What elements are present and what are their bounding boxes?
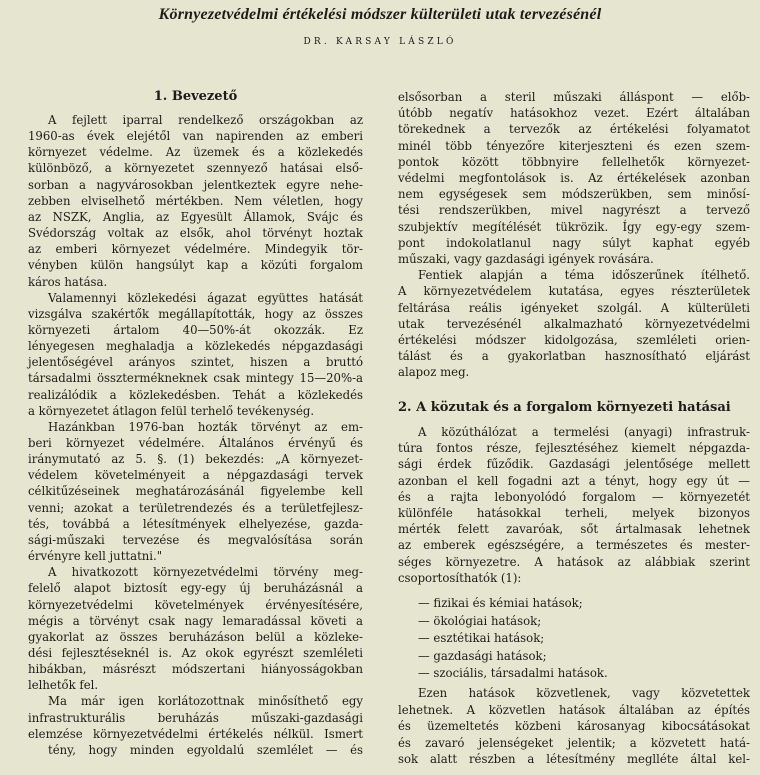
text-line: utak tervezésénél alkalmazható környezetvédelmi xyxy=(398,316,750,331)
text-line: az NSZK, Anglia, az Egyesült Államok, Svájc és xyxy=(28,209,363,224)
text-line: lehetnek. A közvetlen hatások általában az építés xyxy=(398,702,750,717)
list-item: — gazdasági hatások; xyxy=(418,648,547,663)
text-line: és a rajta lebonyolódó forgalom — környezetét xyxy=(398,489,750,504)
text-line: és üzemeltetés közbeni károsanyag kibocsátásokat xyxy=(398,719,750,733)
text-line: mégis a törvényt csak nagy lemaradással követi a xyxy=(28,613,363,628)
text-line: sok alatt részben a létesítmény meglléte által kel- xyxy=(398,752,750,766)
text-line: tés, továbbá a létesítmények elhelyezése, gazda- xyxy=(28,516,363,531)
text-line: tálást és a gyakorlatban hasznosítható eljárást xyxy=(398,349,750,364)
text-line: lelhetők fel. xyxy=(28,678,99,693)
text-line: Ezen hatások közvetlenek, vagy közvetettek xyxy=(418,686,750,700)
text-line: túra fontos része, fejlesztéséhez kiemelt népgazda- xyxy=(398,441,750,456)
list-item: — fizikai és kémiai hatások; xyxy=(418,596,583,610)
text-line: környezeti ártalom 40—50%-át okozzák. Ez xyxy=(28,322,363,337)
text-line: infrastrukturális beruházás műszaki-gazdasági xyxy=(28,710,363,725)
list-item: — szociális, társadalmi hatások. xyxy=(418,666,608,680)
text-line: alapoz meg. xyxy=(398,365,470,380)
text-line: Svédország voltak az elsők, ahol törvényt hoztak xyxy=(28,226,363,241)
text-line: védelem követelményeit a népgazdasági tervek xyxy=(28,468,363,483)
text-line: az emberi környezet védelmére. Mindegyik tör- xyxy=(28,242,363,257)
text-line: A környezetvédelem kutatása, egyes részterületek xyxy=(398,284,750,299)
text-line: vizsgálva szakértők megállapították, hogy az összes xyxy=(28,306,363,321)
text-line: tény, hogy minden egyoldalú szemlélet — és xyxy=(48,742,363,757)
text-line: A fejlett iparral rendelkező országokban az xyxy=(48,113,363,127)
section-heading-introduction: 1. Bevezető xyxy=(153,89,238,104)
text-line: lényegesen meghaladja a közlekedés népgazdasági xyxy=(28,339,363,354)
text-line: A közúthálózat a termelési (anyagi) infrastruk- xyxy=(418,425,750,439)
text-line: Fentiek alapján a téma időszerűnek ítélhető. xyxy=(418,268,750,283)
text-line: jelentőségével arányos szintet, hiszen a bruttó xyxy=(28,355,363,370)
text-line: sági-műszaki tervezése és megvalósítása során xyxy=(28,532,363,547)
text-line: A hivatkozott környezetvédelmi törvény meg- xyxy=(48,565,363,580)
text-line: érvényre kell juttatni." xyxy=(28,549,163,564)
text-line: Valamennyi közlekedési ágazat együttes hatását xyxy=(48,290,363,305)
text-line: nem egységesek sem módszerükben, sem minősí- xyxy=(398,187,750,202)
text-line: dési fejlesztéseknél is. Az okok egyrészt szemléleti xyxy=(28,645,363,660)
text-line: különféle hatásokkal terheli, melyek bizonyos xyxy=(398,506,750,520)
text-line: realizálódik a közlekedésben. Tehát a közlekedés xyxy=(28,387,363,402)
text-line: pontok között többnyire fellelhetők környezet- xyxy=(398,154,750,169)
text-line: sági érdek fűződik. Gazdasági jelentősége mellett xyxy=(398,457,750,472)
text-line: feltárása reális igényeket szolgál. A külterületi xyxy=(398,300,750,315)
text-line: értékelési módszer kidolgozása, szemléleti orien- xyxy=(398,333,750,347)
text-line: elsősorban a steril műszaki álláspont — előb- xyxy=(398,90,750,104)
text-line: környezetvédelmi követelmények érvényesítésére, xyxy=(28,597,363,612)
text-line: szubjektív megítélését tükrözik. Így egy-egy szem- xyxy=(398,219,750,234)
text-line: Ma már igen korlátozottnak minősíthető egy xyxy=(48,694,363,709)
text-line: az emberek egészségére, a természetes és mester- xyxy=(398,538,750,553)
list-item: — ökológiai hatások; xyxy=(418,613,542,628)
text-line: környezet védelme. Az üzemek és a közlekedés xyxy=(28,145,363,160)
text-line: törekednek a tervezők az értékelési folyamatot xyxy=(398,122,750,137)
text-line: 1960-as évek elejétől van napirenden az emberi xyxy=(28,129,363,144)
text-line: séges környezetre. A hatások az alábbiak szerint xyxy=(398,554,750,569)
author-name: DR. KARSAY LÁSZLÓ xyxy=(303,37,457,47)
text-line: vényben külön hangsúlyt kap a közúti forgalom xyxy=(28,258,363,273)
list-item: — esztétikai hatások; xyxy=(418,631,545,645)
text-line: különböző, a környezetet szennyező hatásai első- xyxy=(28,161,363,176)
text-line: zebben elviselhető mértékben. Nem véletlen, hogy xyxy=(28,193,363,208)
text-line: azonban el kell fogadni azt a tényt, hogy egy út — xyxy=(398,473,750,488)
article-title: Környezetvédelmi értékelési módszer külterületi utak tervezésénél xyxy=(158,6,602,23)
text-line: társadalmi össztermékneknek csak mintegy 15—20%-a xyxy=(28,371,363,386)
text-line: gyakorlat az összes beruházáson belül a közleke- xyxy=(28,629,363,644)
text-line: venni; azokat a területrendezés és a területfejlesz- xyxy=(28,500,363,515)
text-line: csoportosíthatók (1): xyxy=(398,570,522,585)
text-line: útóbb negatív hatásokhoz vezet. Ezért általában xyxy=(398,106,750,121)
text-line: célkitűzéseinek meghatározásánál figyelembe kell xyxy=(28,484,363,499)
text-line: káros hatása. xyxy=(28,274,108,289)
text-line: felelő alapot biztosít egy-egy új beruházásnál a xyxy=(28,581,363,596)
text-line: védelmi megfontolások is. Az értékelések azonban xyxy=(398,171,750,185)
text-line: iránymutató az 5. §. (1) bekezdés: „A környezet- xyxy=(28,452,363,467)
text-line: és zavaró jelenségeket jelentik; a közvetett hatá- xyxy=(398,735,750,750)
text-line: minél több tényezőre kiterjeszteni és ezen szem- xyxy=(398,138,750,153)
text-line: pont indokolatlanul nagy súlyt kaphat egyéb xyxy=(398,235,750,250)
text-line: mérték felett zavaróak, sőt ártalmasak lehetnek xyxy=(398,522,750,537)
text-line: sorban a nagyvárosokban jelentkeztek egyre nehe- xyxy=(28,177,363,192)
text-line: elemzése környezetvédelmi értékelés nélkül. Ismert xyxy=(28,726,363,741)
section-heading-road-effects: 2. A közutak és a forgalom környezeti hatásai xyxy=(398,400,731,415)
text-line: műszaki, vagy gazdasági igények rovására. xyxy=(398,252,654,266)
text-line: Hazánkban 1976-ban hozták törvényt az em- xyxy=(48,419,363,434)
text-line: a környezetet átlagon felül terhelő tevékenység. xyxy=(28,403,315,418)
text-line: beri környezet védelmére. Általános érvényű és xyxy=(28,436,363,450)
text-line: hibákban, másrészt módszertani hiányosságokban xyxy=(28,662,363,677)
text-line: tési rendszerükben, mivel nagyrészt a tervező xyxy=(398,203,750,218)
